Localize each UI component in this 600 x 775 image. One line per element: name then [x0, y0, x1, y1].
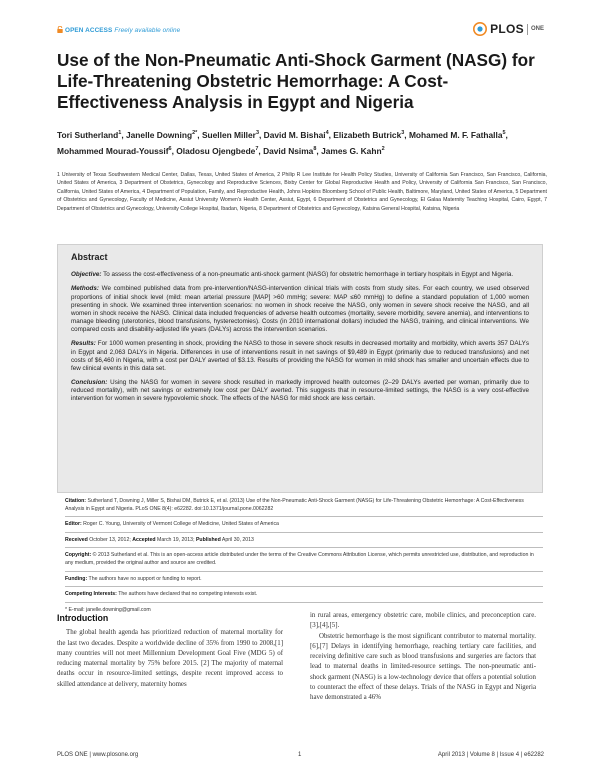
copyright-text: © 2013 Sutherland et al. This is an open-access article distributed under the terms of the Creative Commons Attribution License, which permits unrestricted use, distribution, and reproduction in any medium, provided the original author and source are credited.: [65, 552, 534, 566]
author-name: Janelle Downing: [125, 129, 193, 140]
corresponding-email[interactable]: * E-mail: janelle.downing@gmail.com: [65, 606, 151, 613]
dates: [65, 533, 543, 549]
received-date: October 13, 2012;: [87, 536, 133, 543]
article-title: Use of the Non-Pneumatic Anti-Shock Garment (NASG) for Life-Threatening Obstetric Hemorrhage: A Cost-Effectiveness Analysis in Egypt and Nigeria: [57, 50, 535, 112]
footer-page-number: 1: [298, 752, 302, 758]
introduction-heading: Introduction: [57, 613, 109, 623]
published-date: April 30, 2013: [220, 536, 254, 543]
body-column-right: [310, 611, 536, 704]
results-text: For 1000 women presenting in shock, providing the NASG to those in severe shock results in decreased mortality and morbidity, which averts 357 DALYs in Egypt and 2,063 DALYs in Nigeria. Differences in use of interventions result in net savings of $9,489 in Egypt (primarily due to reduced transfusions) and net costs of $6,460 in Nigeria, with a cost per DALY averted of $3.13. Results of providing the NASG for women in mild shock has smaller and uncertain effects due to few clinical events in this data set.: [71, 340, 529, 372]
editor: [65, 517, 543, 533]
conclusion-label: Conclusion:: [71, 379, 108, 387]
author-name: David M. Bishai: [263, 129, 326, 140]
author-affiliation-marker: 6: [168, 146, 172, 152]
plos-logo-one: ONE: [527, 24, 544, 35]
funding-text: The authors have no support or funding to report.: [87, 575, 202, 582]
methods-label: Methods:: [71, 285, 99, 293]
introduction-paragraph-2: Obstetric hemorrhage is the most significant contributor to maternal mortality.[6],[7] Delays in identifying hemorrhage, reaching tertiary care facilities, and receiving definitive care such as blood transfusions and surgeries are factors that lead to maternal deaths in limited-resource settings. The non-pneumatic anti-shock garment (NASG) is a low-technology device that offers a potential solution to counteract the effect of these delays. Trials of the NASG in Egypt and Nigeria have demonstrated a 46%: [310, 632, 536, 702]
author-affiliation-marker: 2: [381, 146, 385, 152]
author-name: Tori Sutherland: [57, 129, 119, 140]
received-label: Received: [65, 536, 88, 543]
abstract-results: [71, 340, 529, 372]
author-affiliation-marker: 7: [255, 146, 259, 152]
accepted-label: Accepted: [132, 536, 156, 543]
author-name: Mohammed Mourad-Youssif: [57, 145, 169, 156]
editor-label: Editor:: [65, 521, 82, 528]
editor-text: Roger C. Young, University of Vermont College of Medicine, United States of America: [81, 521, 279, 528]
author-list: Tori Sutherland$^1$, Janelle Downing$^{2*}$, Suellen Miller$^3$, David M. Bishai$^4$, Elizabeth Butrick$^3$, Mohamed M. F. Fathalla$^5$, Mohammed Mourad-Youssif$^6$, Oladosu Ojengbede$^7$, David Nsima$^8$, James G. Kahn$^2$: [57, 129, 508, 156]
author-name: Suellen Miller: [201, 129, 256, 140]
introduction-paragraph-1-continued: in rural areas, emergency obstetric care, mobile clinics, and preconception care.[3],[4],[5].: [310, 612, 536, 630]
introduction-paragraph-1: The global health agenda has prioritized reduction of maternal mortality for the last two decades. Despite a worldwide decline of 35% from 1990 to 2008,[1] many countries will not meet Millennium Development Goal Five (MDG 5) of reducing maternal mortality by 75% before 2015. [2] The majority of maternal deaths occur in resource-limited settings, despite recent improved access to skilled attendance at delivery, maternity homes: [57, 629, 283, 688]
copyright-label: Copyright:: [65, 552, 92, 559]
footer-journal: PLOS ONE | www.plosone.org: [57, 752, 139, 758]
footer-issue: April 2013 | Volume 8 | Issue 4 | e62282: [437, 752, 544, 758]
author-affiliation-marker: 4: [325, 130, 329, 136]
citation-label: Citation:: [65, 498, 87, 504]
funding: [65, 572, 543, 588]
funding-label: Funding:: [65, 575, 88, 582]
citation: [65, 494, 543, 517]
freely-available-label: Freely available online: [114, 27, 181, 34]
author-name: Elizabeth Butrick: [333, 129, 402, 140]
author-name: David Nsima: [263, 145, 314, 156]
author-affiliation-marker: 8: [313, 146, 317, 152]
body-column-left: [57, 613, 283, 690]
abstract-conclusion: [71, 379, 529, 403]
methods-text: We combined published data from pre-intervention/NASG-intervention clinical trials with costs from study sites. For each country, we used observed proportions of initial shock level (mild: mean arterial pressure [MAP] >60 mmHg; severe: MAP ≤60 mmHg) to define a standard population of 1,000 women presenting in shock. We examined three intervention scenarios: no women in shock receive the NASG, only women in severe shock receive the NASG, and all women in shock receive the NASG. Clinical data included frequencies of adverse health outcomes (mortality, severe morbidity, severe anemia), and interventions to manage bleeding (uterotonics, blood transfusions, hysterectomies). Costs (in 2010 international dollars) included the NASG, training, and clinical interventions. We compared costs and disability-adjusted life years (DALYs) across the intervention scenarios.: [71, 285, 529, 333]
conclusion-text: Using the NASG for women in severe shock resulted in markedly improved health outcomes (2–29 DALYs averted per woman, primarily due to reduced mortality), with net savings or extremely low cost per DALY averted. This suggests that in resource-limited settings, the NASG is a very cost-effective intervention for women in severe hypovolemic shock. The effects of the NASG for mild shock are less certain.: [71, 379, 529, 403]
published-label: Published: [195, 536, 221, 543]
abstract-methods: [71, 285, 529, 334]
author-name: Mohamed M. F. Fathalla: [408, 129, 503, 140]
author-affiliation-marker: 1: [118, 130, 122, 136]
objective-text: To assess the cost-effectiveness of a non-pneumatic anti-shock garment (NASG) for obstetric hemorrhage in tertiary hospitals in Egypt and Nigeria.: [101, 271, 514, 278]
author-affiliation-marker: 3: [255, 130, 259, 136]
open-access-lock-icon: [57, 26, 63, 33]
author-affiliation-marker: 3: [401, 130, 405, 136]
plos-logo-text: PLOS: [490, 22, 524, 36]
competing-text: The authors have declared that no competing interests exist.: [116, 591, 258, 598]
affiliations: 1 University of Texas Southwestern Medical Center, Dallas, Texas, United States of America, 2 Philip R Lee Institute for Health Policy Studies, University of California San Francisco, San Francisco, California, United States of America, 3 Department of Obstetrics, Gynecology and Reproductive Sciences, Bixby Center for Global Reproductive Health and Policy, University of California San Francisco, San Francisco, California, United States of America, 4 Department of Population, Family, and Reproductive Health, Johns Hopkins Bloomberg School of Public Health, Baltimore, Maryland, United States of America, 5 Department of Obstetrics and Gynecology, Faculty of Medicine, Assiut University Women's Health Center, Assiut, Egypt, 6 Department of Obstetrics and Gynecology, El Galaa Maternity Teaching Hospital, Cairo, Egypt, 7 Department of Obstetrics and Gynecology, University College Hospital, Ibadan, Nigeria, 8 Department of Obstetrics and Gynecology, Katsina General Hospital, Katsina, Nigeria: [57, 172, 547, 212]
accepted-date: March 19, 2013;: [155, 536, 196, 543]
author-name: Oladosu Ojengbede: [176, 145, 256, 156]
plos-one-logo: [473, 22, 544, 36]
journal-header: [57, 24, 544, 40]
results-label: Results:: [71, 340, 96, 348]
abstract-heading: Abstract: [71, 252, 108, 262]
author-affiliation-marker: 5: [502, 130, 506, 136]
plos-logo-icon: [473, 22, 487, 36]
open-access-label: OPEN ACCESS: [65, 27, 113, 34]
objective-label: Objective:: [71, 271, 102, 278]
citation-text: Sutherland T, Downing J, Miller S, Bishai DM, Butrick E, et al. (2013) Use of the Non-Pneumatic Anti-Shock Garment (NASG) for Life-Threatening Obstetric Hemorrhage: A Cost-Effectiveness Analysis in Egypt and Nigeria. PLoS ONE 8(4): e62282. doi:10.1371/journal.pone.0062282: [65, 498, 524, 512]
article-metadata: [65, 494, 543, 617]
abstract-box: [57, 244, 543, 493]
author-affiliation-marker: 2*: [192, 130, 198, 136]
competing-interests: [65, 587, 543, 603]
abstract-objective: [71, 271, 529, 279]
copyright: [65, 548, 543, 571]
author-name: James G. Kahn: [321, 145, 382, 156]
competing-label: Competing Interests:: [65, 591, 117, 598]
open-access-badge: [57, 26, 180, 34]
